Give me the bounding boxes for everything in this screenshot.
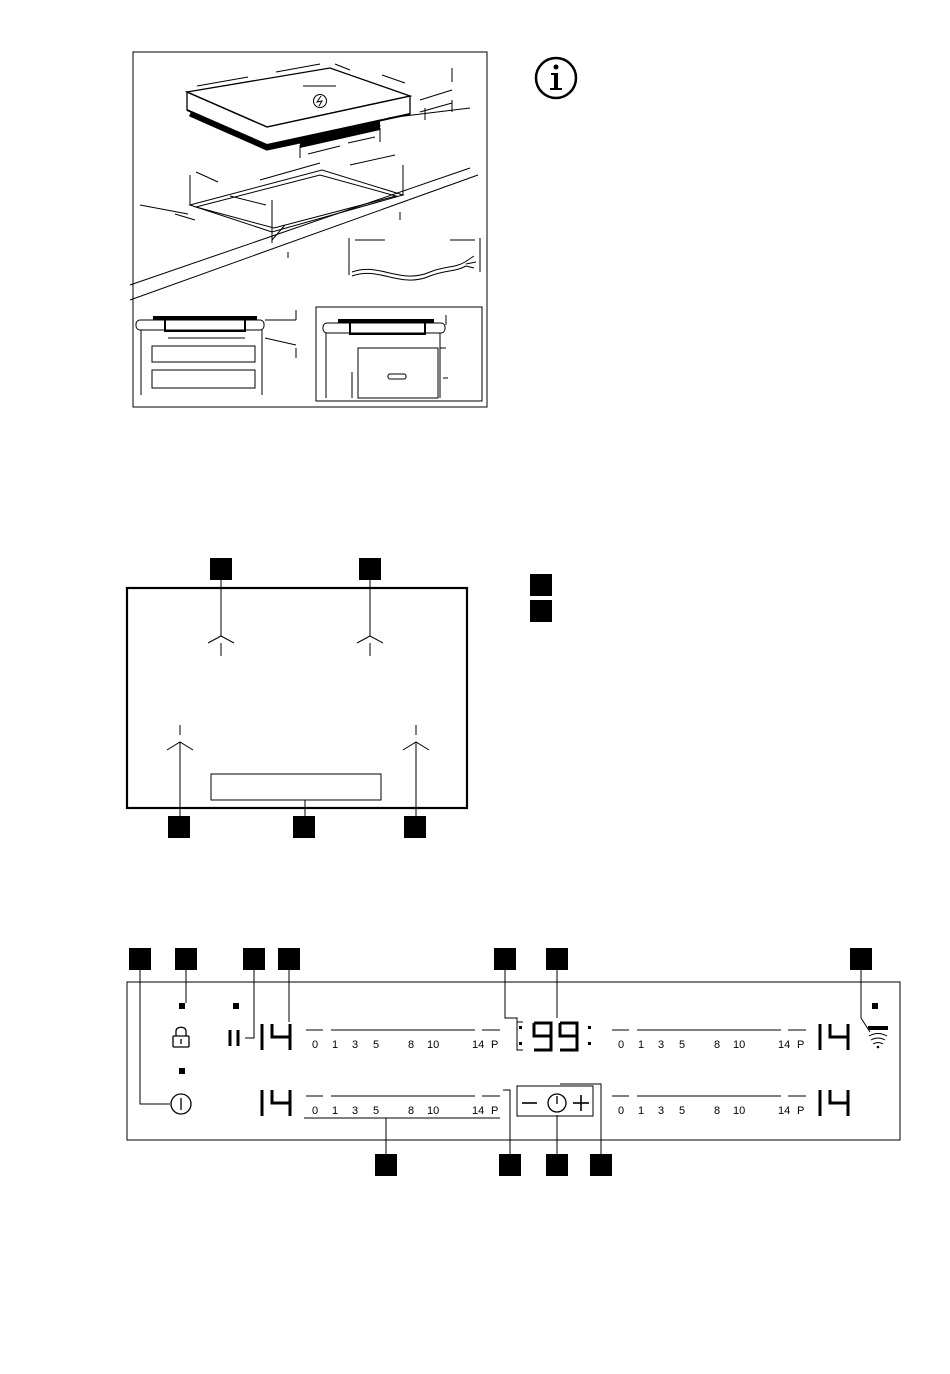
callout-badge — [243, 948, 265, 970]
zone-display-bottom-right — [820, 1090, 848, 1116]
power-level-1[interactable]: 1 — [638, 1039, 645, 1051]
callout-badge — [494, 948, 516, 970]
power-level-p[interactable]: P — [797, 1039, 805, 1051]
callout-badge — [546, 1154, 568, 1176]
power-level-5[interactable]: 5 — [679, 1105, 686, 1117]
timer-display-frame — [517, 1022, 591, 1050]
callout-badge — [850, 948, 872, 970]
power-level-1[interactable]: 1 — [638, 1105, 645, 1117]
power-level-3[interactable]: 3 — [352, 1039, 359, 1051]
power-level-3[interactable]: 3 — [352, 1105, 359, 1117]
callout-badge — [375, 1154, 397, 1176]
power-level-0[interactable]: 0 — [312, 1039, 319, 1051]
power-level-5[interactable]: 5 — [679, 1039, 686, 1051]
pause-icon[interactable] — [230, 1030, 238, 1046]
zone-display-bottom-left — [262, 1090, 290, 1116]
power-icon[interactable] — [171, 1094, 191, 1114]
power-level-8[interactable]: 8 — [408, 1039, 415, 1051]
power-level-14[interactable]: 14 — [472, 1105, 485, 1117]
power-level-10[interactable]: 10 — [733, 1039, 746, 1051]
indicator-led — [179, 1003, 185, 1009]
power-level-1[interactable]: 1 — [332, 1039, 339, 1051]
power-scale-bottom-right[interactable] — [618, 1105, 804, 1117]
power-level-5[interactable]: 5 — [373, 1105, 380, 1117]
power-level-1[interactable]: 1 — [332, 1105, 339, 1117]
timer-clock-icon[interactable] — [548, 1094, 566, 1112]
timer-plus-button[interactable] — [573, 1095, 589, 1111]
zone-display-top-left — [262, 1024, 290, 1050]
callout-badge — [590, 1154, 612, 1176]
power-level-10[interactable]: 10 — [427, 1039, 440, 1051]
power-level-8[interactable]: 8 — [714, 1105, 721, 1117]
callout-badge — [278, 948, 300, 970]
power-scale-top-left[interactable] — [312, 1039, 498, 1051]
callout-badge — [175, 948, 197, 970]
indicator-led — [872, 1003, 878, 1009]
zone-display-top-right — [820, 1024, 848, 1050]
callout-leaders — [140, 970, 870, 1156]
power-level-8[interactable]: 8 — [714, 1039, 721, 1051]
power-level-p[interactable]: P — [491, 1105, 499, 1117]
power-level-10[interactable]: 10 — [733, 1105, 746, 1117]
indicator-led — [233, 1003, 239, 1009]
power-level-p[interactable]: P — [797, 1105, 805, 1117]
power-level-0[interactable]: 0 — [312, 1105, 319, 1117]
power-level-3[interactable]: 3 — [658, 1039, 665, 1051]
power-level-5[interactable]: 5 — [373, 1039, 380, 1051]
timer-display — [534, 1023, 577, 1050]
indicator-led — [179, 1068, 185, 1074]
power-level-14[interactable]: 14 — [472, 1039, 485, 1051]
power-scale-bottom-left[interactable] — [312, 1105, 498, 1117]
power-level-8[interactable]: 8 — [408, 1105, 415, 1117]
power-level-14[interactable]: 14 — [778, 1039, 791, 1051]
power-scale-top-right[interactable] — [618, 1039, 804, 1051]
hob-to-hood-icon[interactable] — [868, 1026, 888, 1048]
power-level-14[interactable]: 14 — [778, 1105, 791, 1117]
power-level-p[interactable]: P — [491, 1039, 499, 1051]
callout-badge — [499, 1154, 521, 1176]
power-level-0[interactable]: 0 — [618, 1039, 625, 1051]
power-level-10[interactable]: 10 — [427, 1105, 440, 1117]
callout-badge — [546, 948, 568, 970]
callout-badge — [129, 948, 151, 970]
power-level-0[interactable]: 0 — [618, 1105, 625, 1117]
power-level-3[interactable]: 3 — [658, 1105, 665, 1117]
lock-icon[interactable] — [173, 1027, 189, 1047]
